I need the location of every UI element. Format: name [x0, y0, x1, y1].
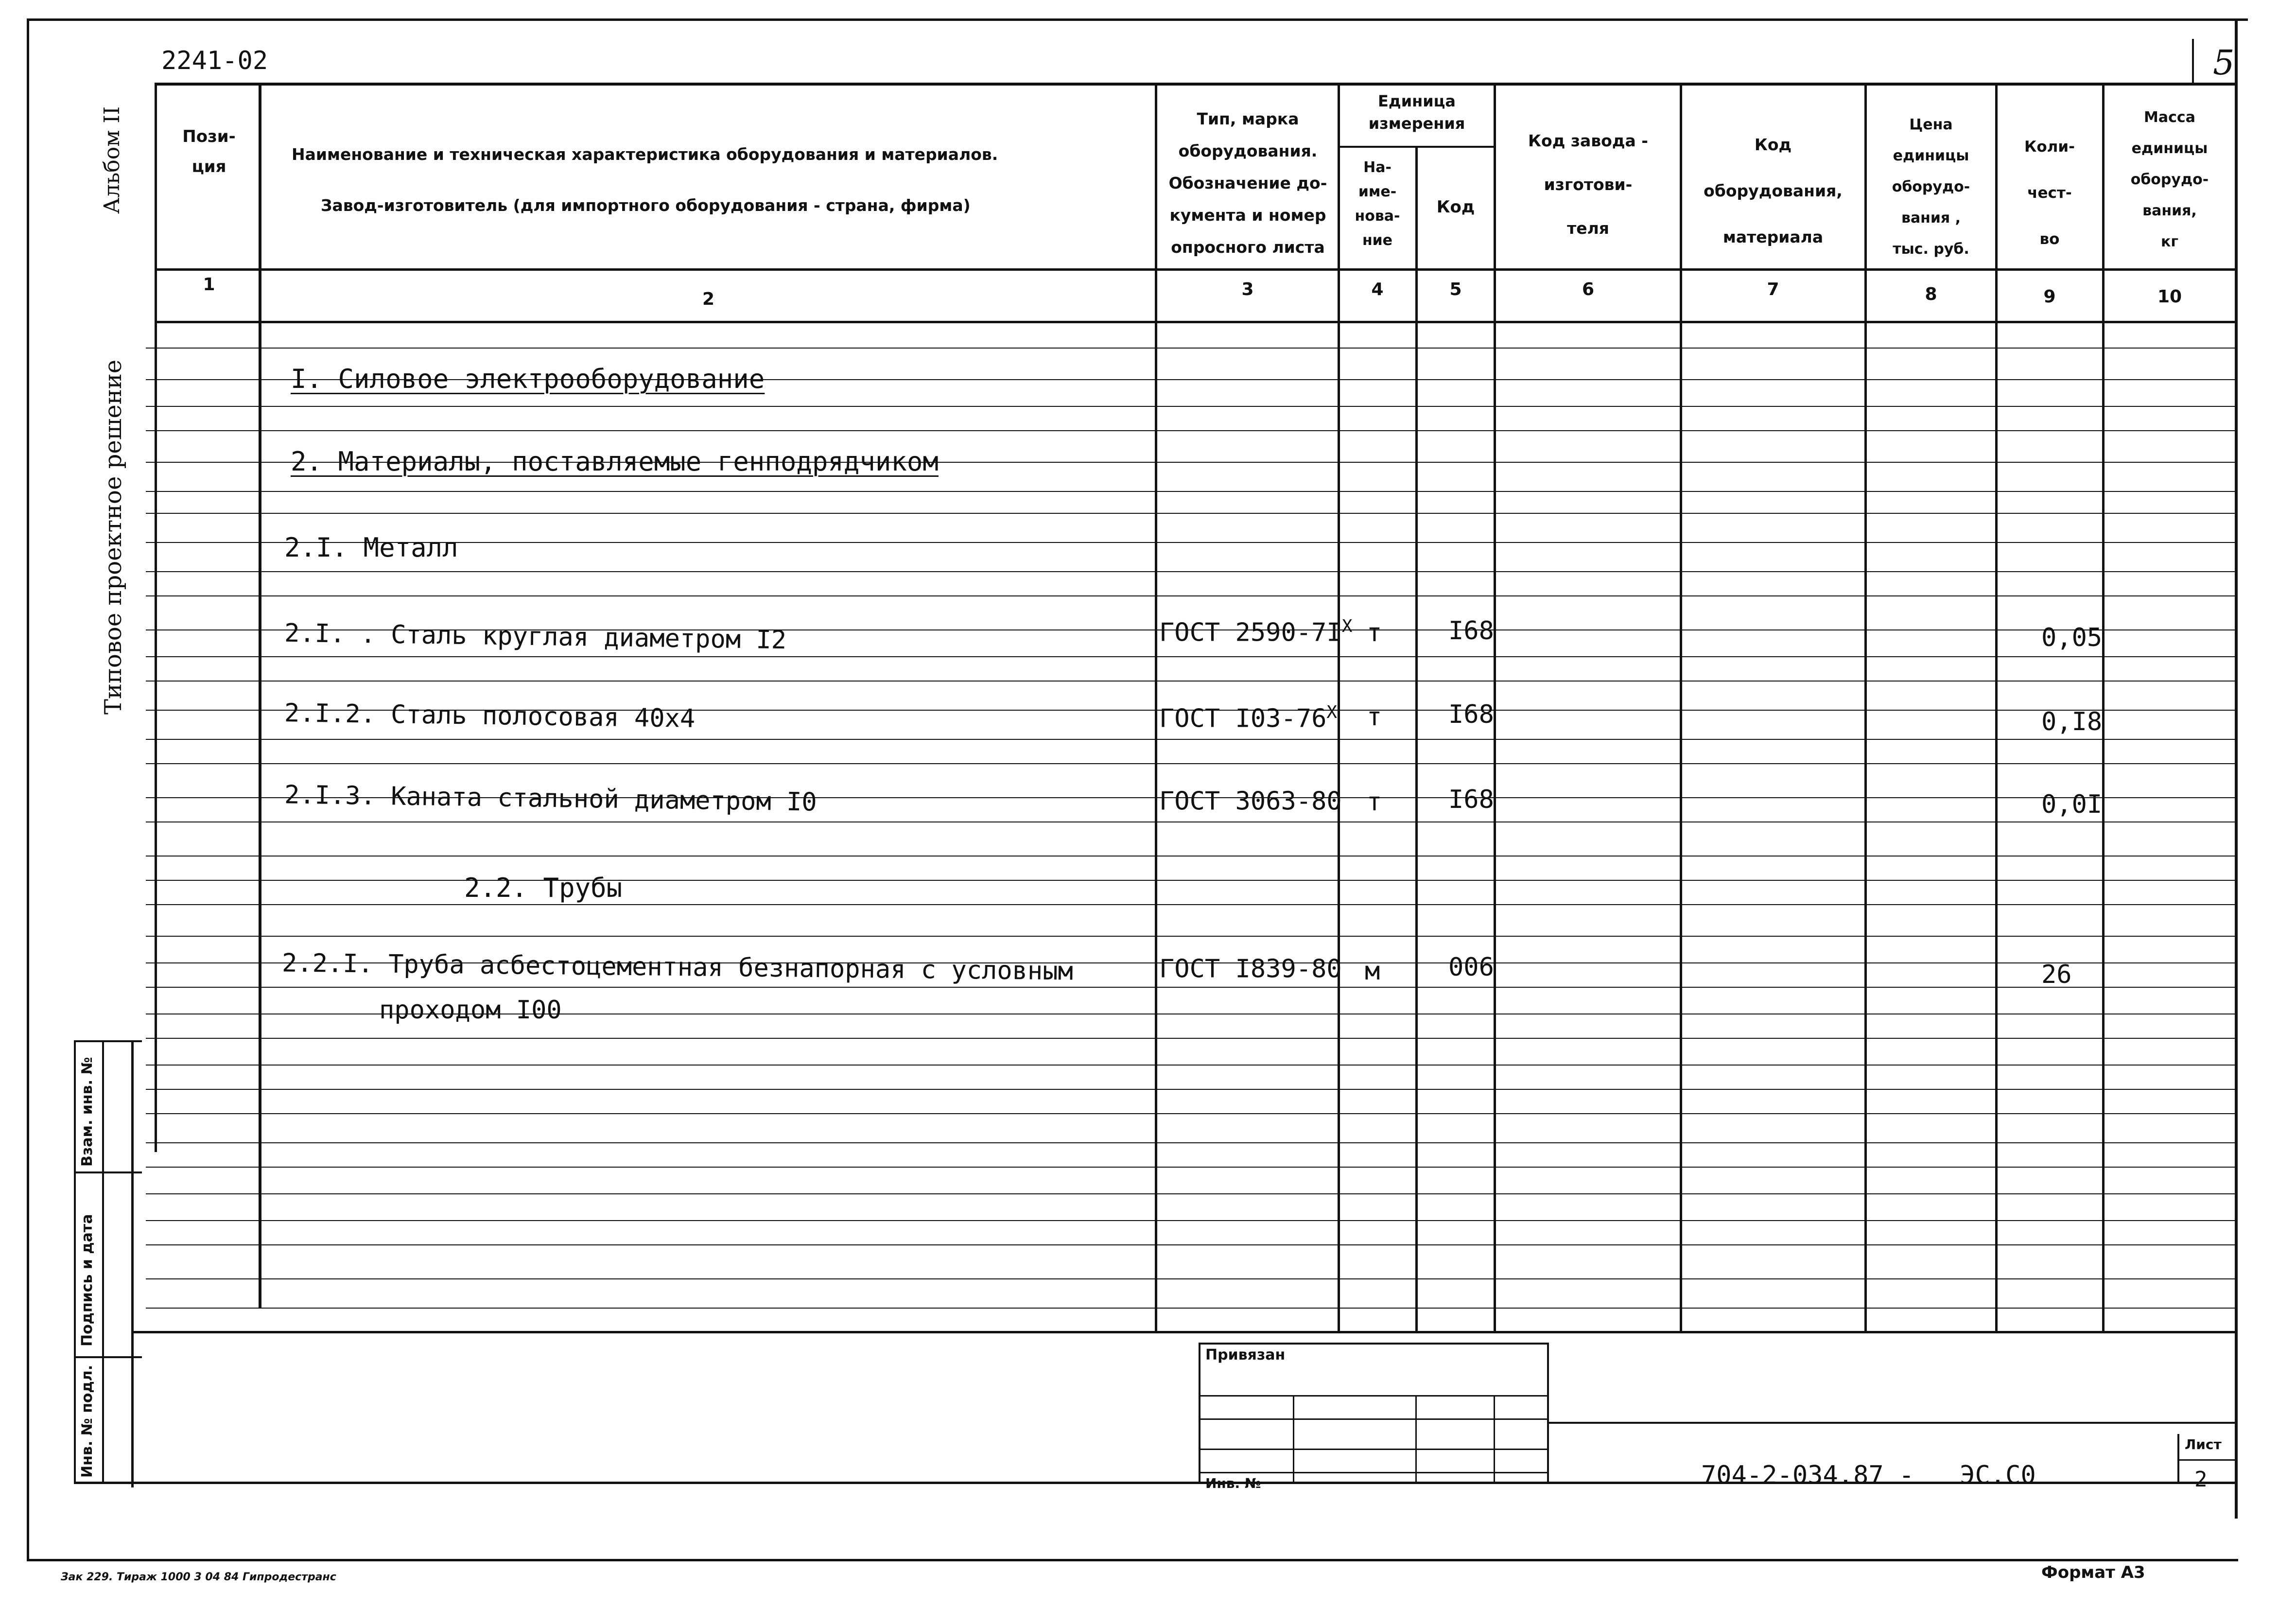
col-sep-3	[1338, 85, 1340, 1331]
col-sep-2	[1155, 85, 1157, 1331]
attach-box-h4	[1199, 1472, 1548, 1473]
col-sep-4	[1415, 146, 1418, 1331]
colnum-4: 4	[1371, 280, 1384, 299]
header-col7: Код оборудования, материала	[1704, 135, 1843, 246]
section-2-1-title: 2.I. Металл	[284, 532, 458, 563]
row-line	[146, 1038, 2236, 1039]
sheet-number: 2	[2194, 1467, 2208, 1492]
header-unit-line	[1338, 146, 1496, 148]
header-col2: Наименование и техническая характеристика оборудования и материалов. Завод-изготовитель (для импортного оборудования - страна, фирма)	[292, 145, 998, 215]
row-doc: ГОСТ $I03-76^X$	[1159, 702, 1338, 734]
row-line	[146, 936, 2236, 937]
colnum-2: 2	[702, 289, 715, 309]
album-label: Альбом II	[100, 106, 124, 214]
row-doc: ГОСТ 3063-80	[1159, 787, 1342, 816]
header-bottom-line	[157, 268, 2237, 271]
row-code: I68	[1448, 616, 1494, 646]
colnum-10: 10	[2157, 287, 2182, 307]
sheet-label: Лист	[2185, 1436, 2222, 1452]
colnum-9: 9	[2043, 287, 2056, 307]
row-line	[146, 491, 2236, 492]
row-qty: 26	[2041, 960, 2072, 989]
side-stamp-right	[131, 1040, 134, 1487]
side-stamp-mid	[102, 1040, 104, 1483]
colnum-6: 6	[1582, 280, 1595, 299]
row-line	[146, 987, 2236, 988]
project-type-label: Типовое проектное решение	[100, 359, 127, 715]
row-qty: 0,0I	[2041, 790, 2103, 819]
header-col4: На- име- нова- ние	[1355, 159, 1400, 249]
sheet-box-mid	[2177, 1459, 2236, 1461]
attach-box-v3	[1494, 1395, 1495, 1483]
row-line	[146, 739, 2236, 740]
row-name-cont: проходом I00	[379, 996, 562, 1025]
row-line	[146, 1089, 2236, 1090]
row-name: 2.2.I. Труба асбестоцементная безнапорная с условным	[281, 948, 1074, 986]
header-col10: Масса единицы оборудо- вания, кг	[2130, 109, 2209, 250]
colnum-7: 7	[1767, 280, 1779, 299]
row-line	[146, 1193, 2236, 1194]
row-line	[146, 513, 2236, 514]
attach-box-v2	[1415, 1395, 1417, 1483]
row-code: I68	[1448, 700, 1494, 729]
row-unit: т	[1367, 787, 1382, 817]
table-bottom	[131, 1331, 2236, 1333]
col-sep-9	[2102, 85, 2105, 1331]
stamp-inv-no: Инв. № подл.	[79, 1364, 96, 1478]
row-line	[146, 1142, 2236, 1143]
row-code: 006	[1448, 953, 1494, 982]
side-stamp-top	[74, 1040, 142, 1042]
attach-box-h3	[1199, 1449, 1548, 1450]
sheet-box-left	[2177, 1434, 2179, 1483]
row-line	[146, 821, 2236, 822]
row-line	[146, 1244, 2236, 1245]
section-1-title: I. Силовое электрооборудование	[291, 364, 765, 394]
designation: 704-2-034.87 - ЭС.С0	[1701, 1461, 2036, 1490]
frame-bottom	[27, 1559, 2238, 1561]
row-unit: м	[1365, 957, 1380, 986]
row-line	[146, 406, 2236, 407]
row-qty: 0,05	[2041, 623, 2103, 652]
frame-right	[2235, 18, 2238, 1519]
row-line	[146, 1113, 2236, 1114]
row-code: I68	[1448, 785, 1494, 814]
title-block-top	[1547, 1422, 2237, 1424]
colnum-3: 3	[1241, 280, 1254, 299]
side-stamp-left	[74, 1040, 76, 1483]
col-sep-6	[1680, 85, 1682, 1331]
frame-top	[27, 18, 2248, 21]
attached-label: Привязан	[1205, 1346, 1286, 1363]
row-name: 2.I.2. Сталь полосовая 40х4	[284, 699, 696, 734]
attach-box-v1	[1293, 1395, 1294, 1483]
row-line	[146, 1167, 2236, 1168]
row-line	[146, 571, 2236, 572]
table-left	[155, 83, 157, 1152]
table-top	[157, 83, 2237, 86]
header-col1: Пози- ция	[182, 127, 236, 176]
colnum-5: 5	[1449, 280, 1462, 299]
header-unit-title: Единица измерения	[1368, 92, 1465, 133]
print-info: Зак 229. Тираж 1000 3 04 84 Гипродестранс	[61, 1571, 336, 1583]
header-col8: Цена единицы оборудо- вания , тыс. руб.	[1892, 116, 1970, 258]
stamp-replaces-inv: Взам. инв. №	[79, 1057, 96, 1167]
side-stamp-h1	[74, 1171, 142, 1173]
row-line	[146, 348, 2236, 349]
format-label: Формат А3	[2041, 1563, 2145, 1582]
attach-box-right	[1547, 1343, 1549, 1484]
row-name: 2.I.3. Каната стальной диаметром I0	[284, 780, 818, 817]
col-sep-7	[1864, 85, 1867, 1331]
frame-left	[27, 18, 29, 1560]
row-line	[146, 763, 2236, 764]
row-unit: т	[1367, 702, 1382, 732]
attach-box-h2	[1199, 1418, 1548, 1420]
row-line	[146, 681, 2236, 682]
colnum-1: 1	[203, 275, 215, 295]
row-line	[146, 595, 2236, 596]
col-sep-1	[259, 83, 261, 1308]
row-line	[146, 904, 2236, 905]
inv-label: Инв. №	[1205, 1475, 1261, 1491]
row-line	[146, 656, 2236, 657]
row-unit: т	[1367, 618, 1382, 647]
attach-box-top	[1199, 1343, 1548, 1345]
row-line	[146, 430, 2236, 431]
row-name: 2.I. . Сталь круглая диаметром I2	[284, 618, 787, 655]
attach-box-left	[1199, 1343, 1200, 1484]
row-line	[146, 1308, 2236, 1309]
section-2-title: 2. Материалы, поставляемые генподрядчиком	[291, 446, 939, 477]
col-sep-8	[1995, 85, 1998, 1331]
header-col6: Код завода - изготови- теля	[1528, 131, 1648, 238]
row-line	[146, 1220, 2236, 1221]
row-line	[146, 542, 2236, 543]
header-col3: Тип, марка оборудования. Обозначение до- кумента и номер опросного листа	[1168, 109, 1327, 257]
attach-box-h1	[1199, 1395, 1548, 1397]
row-qty: 0,I8	[2041, 707, 2103, 736]
row-line	[146, 880, 2236, 881]
side-stamp-h2	[74, 1356, 142, 1358]
row-doc: ГОСТ $2590-7I^X$	[1159, 616, 1353, 647]
stamp-signature-date: Подпись и дата	[79, 1214, 96, 1346]
row-line	[146, 1278, 2236, 1279]
colnum-8: 8	[1925, 284, 1937, 304]
page-number: 5	[2213, 43, 2235, 83]
row-line	[146, 1065, 2236, 1066]
album-ref: 2241-02	[161, 46, 268, 75]
colnum-bottom-line	[157, 321, 2237, 323]
header-col9: Коли- чест- во	[2024, 138, 2075, 248]
header-col5: Код	[1436, 197, 1475, 217]
page-number-box-left	[2192, 39, 2194, 85]
section-2-2-title: 2.2. Трубы	[464, 873, 623, 903]
row-doc: ГОСТ I839-80	[1159, 954, 1342, 984]
